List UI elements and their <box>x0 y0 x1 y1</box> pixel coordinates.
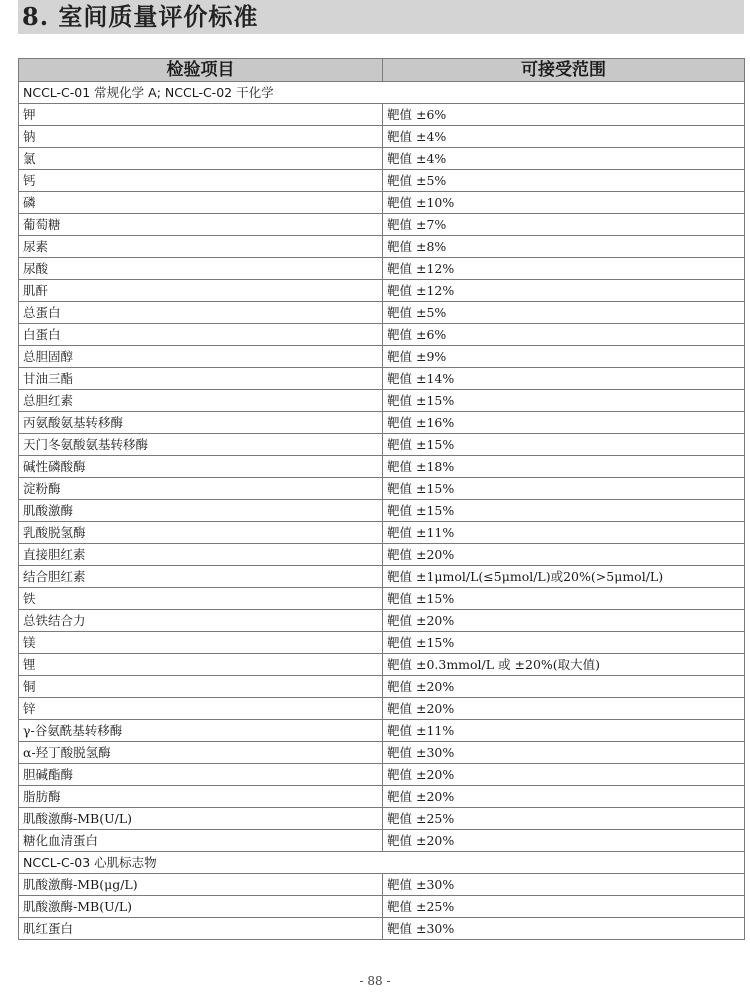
item-cell: 丙氨酸氨基转移酶 <box>19 412 383 434</box>
item-cell: 铁 <box>19 588 383 610</box>
item-cell: 肌酐 <box>19 280 383 302</box>
table-row <box>19 610 745 632</box>
item-cell: 肌酸激酶 <box>19 500 383 522</box>
range-cell: 靶值 ±1μmol/L(≤5μmol/L)或20%(>5μmol/L) <box>383 566 745 588</box>
table-row <box>19 566 745 588</box>
range-cell: 靶值 ±30% <box>383 742 745 764</box>
item-cell: 铜 <box>19 676 383 698</box>
range-cell: 靶值 ±15% <box>383 500 745 522</box>
range-cell: 靶值 ±0.3mmol/L 或 ±20%(取大值) <box>383 654 745 676</box>
table-row <box>19 280 745 302</box>
item-cell: 磷 <box>19 192 383 214</box>
table-row <box>19 478 745 500</box>
item-cell: 镁 <box>19 632 383 654</box>
item-cell: 葡萄糖 <box>19 214 383 236</box>
table-row <box>19 456 745 478</box>
table-row <box>19 698 745 720</box>
table-row <box>19 170 745 192</box>
item-cell: 直接胆红素 <box>19 544 383 566</box>
item-cell: 总胆红素 <box>19 390 383 412</box>
table-row <box>19 786 745 808</box>
table-row <box>19 632 745 654</box>
section-title: NCCL-C-03 心肌标志物 <box>19 852 745 874</box>
table-row <box>19 830 745 852</box>
range-cell: 靶值 ±15% <box>383 588 745 610</box>
range-cell: 靶值 ±15% <box>383 390 745 412</box>
range-cell: 靶值 ±20% <box>383 830 745 852</box>
table-row <box>19 500 745 522</box>
range-cell: 靶值 ±20% <box>383 764 745 786</box>
range-cell: 靶值 ±20% <box>383 544 745 566</box>
item-cell: 碱性磷酸酶 <box>19 456 383 478</box>
range-cell: 靶值 ±12% <box>383 258 745 280</box>
range-cell: 靶值 ±30% <box>383 918 745 940</box>
table-row <box>19 346 745 368</box>
table-row <box>19 368 745 390</box>
item-cell: 尿素 <box>19 236 383 258</box>
table-row <box>19 918 745 940</box>
item-cell: 糖化血清蛋白 <box>19 830 383 852</box>
table-row <box>19 742 745 764</box>
table-row <box>19 412 745 434</box>
table-row <box>19 324 745 346</box>
range-cell: 靶值 ±11% <box>383 522 745 544</box>
table-row <box>19 896 745 918</box>
item-cell: 钾 <box>19 104 383 126</box>
item-cell: 结合胆红素 <box>19 566 383 588</box>
table-row <box>19 808 745 830</box>
range-cell: 靶值 ±6% <box>383 104 745 126</box>
range-cell: 靶值 ±25% <box>383 896 745 918</box>
range-cell: 靶值 ±15% <box>383 478 745 500</box>
table-row <box>19 126 745 148</box>
item-cell: 肌酸激酶-MB(U/L) <box>19 808 383 830</box>
item-cell: 甘油三酯 <box>19 368 383 390</box>
range-cell: 靶值 ±15% <box>383 434 745 456</box>
item-cell: 脂肪酶 <box>19 786 383 808</box>
table-row <box>19 654 745 676</box>
range-cell: 靶值 ±12% <box>383 280 745 302</box>
item-cell: 淀粉酶 <box>19 478 383 500</box>
table-row <box>19 720 745 742</box>
table-row <box>19 874 745 896</box>
range-cell: 靶值 ±10% <box>383 192 745 214</box>
table-row <box>19 258 745 280</box>
table-row <box>19 104 745 126</box>
range-cell: 靶值 ±14% <box>383 368 745 390</box>
item-cell: 乳酸脱氢酶 <box>19 522 383 544</box>
item-cell: 尿酸 <box>19 258 383 280</box>
table-row <box>19 192 745 214</box>
item-cell: 总胆固醇 <box>19 346 383 368</box>
item-cell: 天门冬氨酸氨基转移酶 <box>19 434 383 456</box>
page-title: 8. 室间质量评价标准 <box>22 2 259 31</box>
range-cell: 靶值 ±20% <box>383 786 745 808</box>
range-cell: 靶值 ±7% <box>383 214 745 236</box>
column-header-range: 可接受范围 <box>383 59 745 82</box>
item-cell: γ-谷氨酰基转移酶 <box>19 720 383 742</box>
item-cell: 肌红蛋白 <box>19 918 383 940</box>
range-cell: 靶值 ±5% <box>383 170 745 192</box>
range-cell: 靶值 ±8% <box>383 236 745 258</box>
range-cell: 靶值 ±4% <box>383 148 745 170</box>
item-cell: 钙 <box>19 170 383 192</box>
table-row <box>19 764 745 786</box>
section-row <box>19 82 745 104</box>
item-cell: 肌酸激酶-MB(μg/L) <box>19 874 383 896</box>
section-row <box>19 852 745 874</box>
range-cell: 靶值 ±18% <box>383 456 745 478</box>
item-cell: 钠 <box>19 126 383 148</box>
column-header-item: 检验项目 <box>19 59 383 82</box>
table-row <box>19 522 745 544</box>
range-cell: 靶值 ±20% <box>383 698 745 720</box>
item-cell: 氯 <box>19 148 383 170</box>
range-cell: 靶值 ±25% <box>383 808 745 830</box>
table-row <box>19 214 745 236</box>
item-cell: 白蛋白 <box>19 324 383 346</box>
item-cell: 胆碱酯酶 <box>19 764 383 786</box>
range-cell: 靶值 ±20% <box>383 676 745 698</box>
range-cell: 靶值 ±5% <box>383 302 745 324</box>
range-cell: 靶值 ±30% <box>383 874 745 896</box>
table-row <box>19 236 745 258</box>
range-cell: 靶值 ±16% <box>383 412 745 434</box>
range-cell: 靶值 ±4% <box>383 126 745 148</box>
item-cell: 锂 <box>19 654 383 676</box>
item-cell: 总铁结合力 <box>19 610 383 632</box>
table-row <box>19 302 745 324</box>
qc-standards-table <box>18 58 745 940</box>
table-row <box>19 544 745 566</box>
table-header-row <box>19 59 745 82</box>
range-cell: 靶值 ±6% <box>383 324 745 346</box>
range-cell: 靶值 ±20% <box>383 610 745 632</box>
table-row <box>19 588 745 610</box>
range-cell: 靶值 ±15% <box>383 632 745 654</box>
item-cell: 锌 <box>19 698 383 720</box>
table-row <box>19 390 745 412</box>
section-title: NCCL-C-01 常规化学 A; NCCL-C-02 干化学 <box>19 82 745 104</box>
range-cell: 靶值 ±11% <box>383 720 745 742</box>
table-row <box>19 148 745 170</box>
item-cell: α-羟丁酸脱氢酶 <box>19 742 383 764</box>
item-cell: 肌酸激酶-MB(U/L) <box>19 896 383 918</box>
item-cell: 总蛋白 <box>19 302 383 324</box>
table-row <box>19 676 745 698</box>
table-row <box>19 434 745 456</box>
page-number: - 88 - <box>359 974 391 988</box>
range-cell: 靶值 ±9% <box>383 346 745 368</box>
